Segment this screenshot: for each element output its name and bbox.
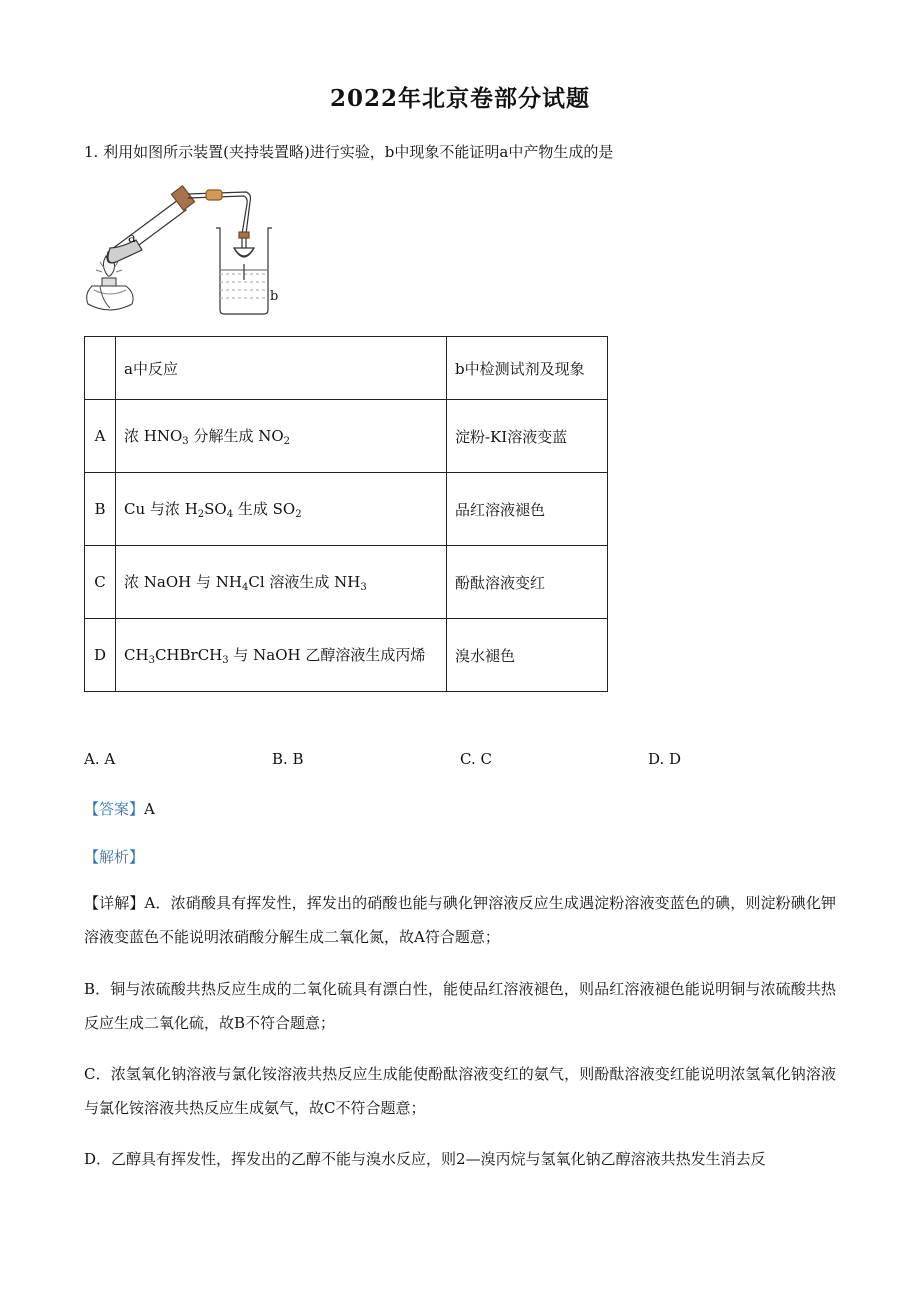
formula-text: CH <box>124 646 149 664</box>
formula-text: CHBrCH <box>154 646 223 664</box>
subscript: 2 <box>197 509 205 520</box>
header-letter <box>85 337 116 400</box>
choice-a: A. A <box>84 750 116 768</box>
formula-text: NO <box>258 427 284 445</box>
options-table <box>84 336 608 692</box>
apparatus-diagram <box>80 182 300 322</box>
row-observation: 品红溶液褪色 <box>447 473 608 546</box>
subscript: 4 <box>241 582 249 593</box>
table-row <box>85 619 608 692</box>
choice-d: D. D <box>648 750 682 768</box>
subscript: 2 <box>283 436 291 447</box>
formula-text: 浓 NaOH 与 <box>124 573 216 591</box>
formula-text: H <box>184 500 198 518</box>
subscript: 3 <box>360 582 367 593</box>
answer-label: 【答案】 <box>84 800 145 818</box>
page-title: 2022年北京卷部分试题 <box>329 85 590 112</box>
row-observation: 酚酞溶液变红 <box>447 546 608 619</box>
subscript: 3 <box>222 655 229 666</box>
table-row <box>85 473 608 546</box>
row-reaction <box>116 546 447 619</box>
table-row <box>85 400 608 473</box>
table-row <box>85 546 608 619</box>
row-reaction <box>116 473 447 546</box>
formula-text: 浓 <box>124 427 144 445</box>
row-letter: B <box>85 473 116 546</box>
row-letter: D <box>85 619 116 692</box>
row-observation: 淀粉-KI溶液变蓝 <box>447 400 608 473</box>
answer-value: A <box>144 800 155 818</box>
delivery-tube <box>188 190 251 234</box>
choice-b: B. B <box>272 750 304 768</box>
subscript: 3 <box>148 655 155 666</box>
formula-text: SO <box>204 500 227 518</box>
beaker-b <box>216 228 272 314</box>
formula-text: Cu 与浓 <box>124 500 185 518</box>
table-header-row <box>85 337 608 400</box>
formula-text: 生成 <box>233 500 273 518</box>
explanation-a <box>84 886 836 954</box>
formula-text: 分解生成 <box>188 427 259 445</box>
question-stem <box>84 141 613 162</box>
choice-c: C. C <box>460 750 492 768</box>
row-letter: A <box>85 400 116 473</box>
formula-text: HNO <box>143 427 183 445</box>
label-b: b <box>270 289 279 304</box>
answer-line <box>84 798 155 819</box>
formula-text: Cl 溶液生成 <box>248 573 335 591</box>
formula-text: NH <box>215 573 242 591</box>
row-observation: 溴水褪色 <box>447 619 608 692</box>
question-number: 1. <box>84 143 99 161</box>
formula-text: NH <box>334 573 361 591</box>
explanation-b: B．铜与浓硫酸共热反应生成的二氧化硫具有漂白性，能使品红溶液褪色，则品红溶液褪色能说明铜与浓硫酸共热反应生成二氧化硫，故B不符合题意； <box>84 980 836 1032</box>
analysis-label: 【解析】 <box>84 848 145 866</box>
explanation-d: D．乙醇具有挥发性，挥发出的乙醇不能与溴水反应，则2—溴丙烷与氢氧化钠乙醇溶液共热发生消去反 <box>84 1150 766 1168</box>
alcohol-lamp <box>87 256 133 310</box>
row-letter: C <box>85 546 116 619</box>
subscript: 3 <box>182 436 189 447</box>
label-a: a <box>128 231 136 246</box>
formula-text: 与 NaOH 乙醇溶液生成丙烯 <box>228 646 426 664</box>
formula-text: SO <box>272 500 296 518</box>
explanation-a-text: A．浓硝酸具有挥发性，挥发出的硝酸也能与碘化钾溶液反应生成遇淀粉溶液变蓝色的碘，则淀粉碘化钾溶液变蓝色不能说明浓硝酸分解生成二氧化氮，故A符合题意； <box>84 894 836 946</box>
row-reaction <box>116 619 447 692</box>
explanation-c: C．浓氢氧化钠溶液与氯化铵溶液共热反应生成能使酚酞溶液变红的氨气，则酚酞溶液变红能说明浓氢氧化钠溶液与氯化铵溶液共热反应生成氨气，故C不符合题意； <box>84 1065 836 1117</box>
subscript: 4 <box>226 509 234 520</box>
detail-tag: 【详解】 <box>84 894 145 912</box>
row-reaction <box>116 400 447 473</box>
subscript: 2 <box>295 509 302 520</box>
test-tube-a <box>107 186 195 263</box>
header-observation: b中检测试剂及现象 <box>447 337 608 400</box>
question-text: 利用如图所示装置(夹持装置略)进行实验，b中现象不能证明a中产物生成的是 <box>103 143 614 161</box>
header-reaction: a中反应 <box>116 337 447 400</box>
